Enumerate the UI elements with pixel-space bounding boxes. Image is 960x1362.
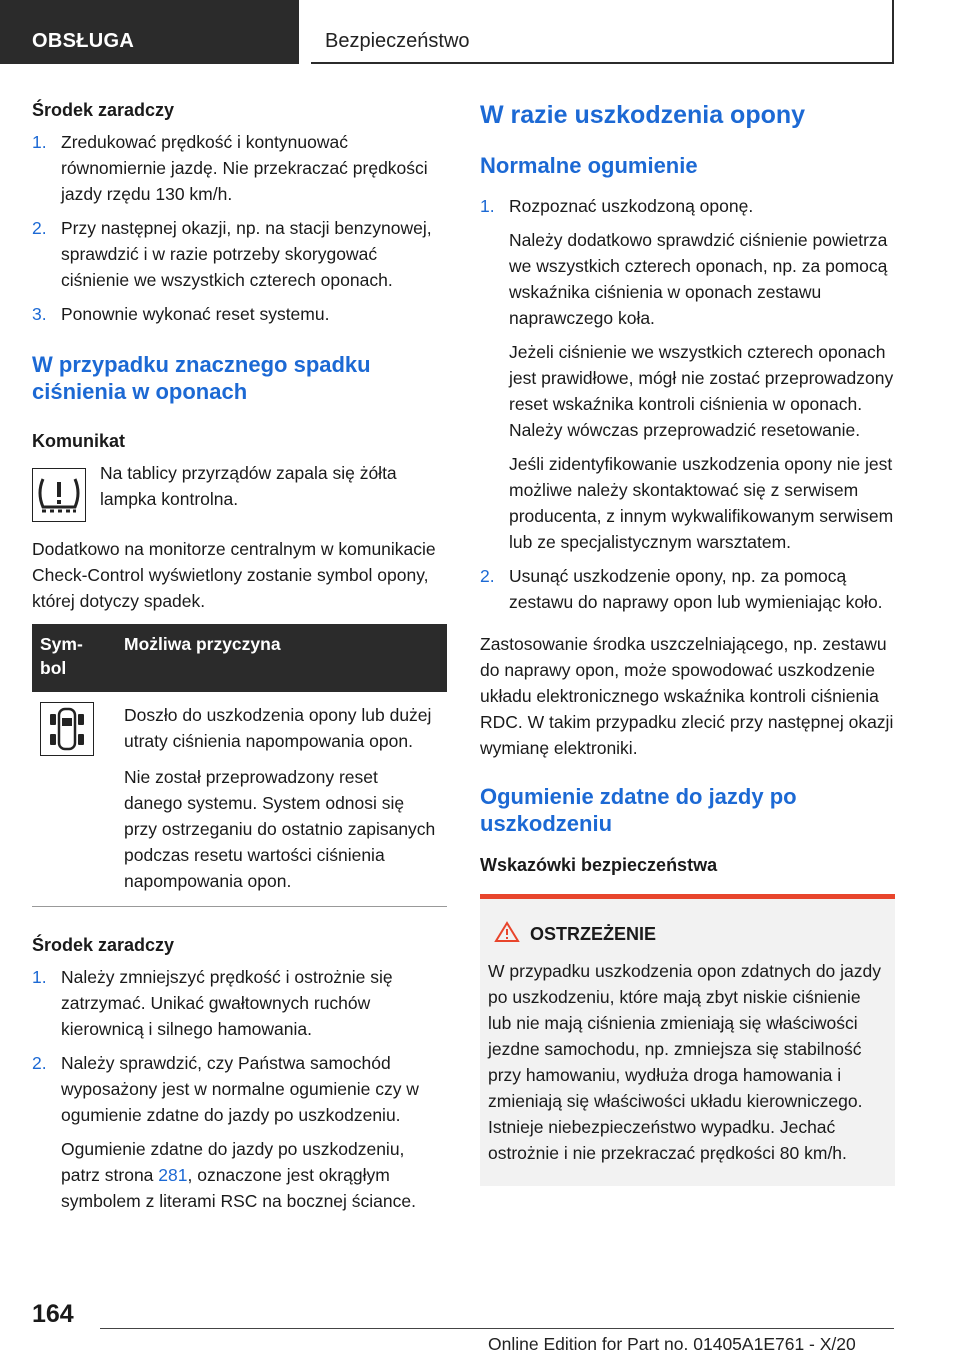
remedy-title: Środek zaradczy: [32, 935, 175, 955]
safety-title: Wskazówki bezpieczeństwa: [480, 855, 718, 875]
sealant-text: Zastosowanie środka uszczelniającego, np. zestawu do naprawy opon, może spowodować uszkodzenie układu elektronicznego wskaźnika kontroli ciśnienia RDC. W takim przypadku zlecić przy następnej okazji wymianę elektroniki.: [480, 634, 894, 758]
header-section-tab: [0, 0, 299, 64]
footer-divider: [100, 1328, 894, 1329]
cause-paragraph: Doszło do uszkodzenia opony lub dużej utraty ciśnienia napompowania opon.: [124, 705, 432, 751]
warning-title: OSTRZEŻENIE: [530, 924, 657, 944]
symbol-column-header: Sym-bol: [32, 624, 116, 692]
cause-column-header: Możliwa przyczyna: [116, 624, 447, 692]
repair-steps-list: [480, 193, 895, 615]
section-heading: W razie uszkodzenia opony: [480, 101, 806, 129]
remedy-title: Środek zaradczy: [32, 100, 175, 120]
subsection-heading: Ogumienie zdatne do jazdy po uszkodzeniu: [480, 784, 797, 836]
remedy-steps-list: [32, 129, 447, 327]
list-item: 1. Zredukować prędkość i kontynuować równomiernie jazdę. Nie przekraczać prędkości jazdy rzędu 130 km/h.: [32, 132, 428, 204]
list-item: 3. Ponownie wykonać reset systemu.: [32, 304, 330, 324]
left-column: [32, 100, 447, 1230]
header-chapter-tab: [311, 0, 894, 64]
subsection-heading: Normalne ogumienie: [480, 153, 698, 178]
list-item-note: Należy dodatkowo sprawdzić ciśnienie powietrza we wszystkich czterech oponach, np. za pomocą wskaźnika ciśnienia w oponach zestawu naprawczego koła.: [509, 230, 888, 328]
list-item: 2. Usunąć uszkodzenie opony, np. za pomocą zestawu do naprawy opon lub wymieniając koło.: [480, 566, 883, 612]
page-link[interactable]: 281: [158, 1165, 188, 1185]
page-number: 164: [32, 1300, 74, 1328]
message-title: Komunikat: [32, 431, 126, 451]
cause-paragraph: Nie został przeprowadzony reset danego systemu. System odnosi się przy ostrzeganiu do ostatnio zapisanych podczas resetu wartości ciśnienia napompowania opon.: [124, 767, 436, 891]
list-item-note: Ogumienie zdatne do jazdy po uszkodzeniu, patrz strona 281, oznaczone jest okrągłym symbolem z literami RSC na bocznej ściance.: [61, 1139, 416, 1211]
table-row: [32, 692, 447, 907]
section-heading: W przypadku znacznego spadku ciśnienia w oponach: [32, 352, 371, 404]
list-item-note: Jeśli zidentyfikowanie uszkodzenia opony nie jest możliwe należy skontaktować się z serwisem producenta, z innym wykwalifikowanym serwisem lub ze specjalistycznym warsztatem.: [509, 454, 894, 552]
remedy-steps-list: [32, 964, 447, 1214]
warning-triangle-icon: [494, 921, 520, 948]
list-item: 1. Rozpoznać uszkodzoną oponę. Należy dodatkowo sprawdzić ciśnienie powietrza we wszystkich czterech oponach, np. za pomocą wskaźnika ciśnienia w oponach zestawu naprawczego koła. Jeżeli ciśnienie we wszystkich czterech oponach jest prawidłowe, mógł nie zostać przeprowadzony reset wskaźnika kontroli ciśnienia w oponach. Należy wówczas przeprowadzić resetowanie. Jeśli zidentyfikowanie uszkodzenia opony nie jest możliwe należy skontaktować się z serwisem producenta, z innym wykwalifikowanym serwisem lub ze specjalistycznym warsztatem.: [480, 193, 895, 555]
footer-text: Online Edition for Part no. 01405A1E761 - X/20: [488, 1334, 856, 1354]
check-control-text: Dodatkowo na monitorze centralnym w komunikacie Check-Control wyświetlony zostanie symbol opony, której dotyczy spadek.: [32, 539, 436, 611]
list-item: 2. Przy następnej okazji, np. na stacji benzynowej, sprawdzić i w razie potrzeby skorygować ciśnienie we wszystkich czterech oponach.: [32, 218, 432, 290]
right-column: [480, 100, 895, 1186]
header-section-label: OBSŁUGA: [32, 30, 135, 52]
warning-text: W przypadku uszkodzenia opon zdatnych do jazdy po uszkodzeniu, które mają zbyt niskie ciśnienie lub nie mają ciśnienia zmieniają się właściwości jezdne samochodu, np. zmniejsza się stabilność przy hamowaniu, wydłuża droga hamowania i zmieniają się właściwości układu kierowniczego. Istnieje niebezpieczeństwo wypadku. Jechać ostrożnie i nie przekraczać prędkości 80 km/h.: [488, 961, 882, 1163]
tire-pressure-warning-icon: [32, 468, 86, 522]
symbol-table: [32, 624, 447, 907]
message-block: [32, 460, 447, 522]
car-tires-icon: [40, 702, 94, 756]
message-text: Na tablicy przyrządów zapala się żółta lampka kontrolna.: [100, 463, 397, 509]
list-item: 1. Należy zmniejszyć prędkość i ostrożnie się zatrzymać. Unikać gwałtownych ruchów kierownicą i silnego hamowania.: [32, 967, 393, 1039]
warning-box: [480, 894, 895, 1186]
list-item: 2. Należy sprawdzić, czy Państwa samochód wyposażony jest w normalne ogumienie czy w ogumienie zdatne do jazdy po uszkodzeniu. Ogumienie zdatne do jazdy po uszkodzeniu, patrz strona 281, oznaczone jest okrągłym symbolem z literami RSC na bocznej ściance.: [32, 1050, 447, 1214]
list-item-note: Jeżeli ciśnienie we wszystkich czterech oponach jest prawidłowe, mógł nie zostać przeprowadzony reset wskaźnika kontroli ciśnienia w oponach. Należy wówczas przeprowadzić resetowanie.: [509, 342, 894, 440]
header-chapter-label: Bezpieczeństwo: [325, 30, 470, 52]
